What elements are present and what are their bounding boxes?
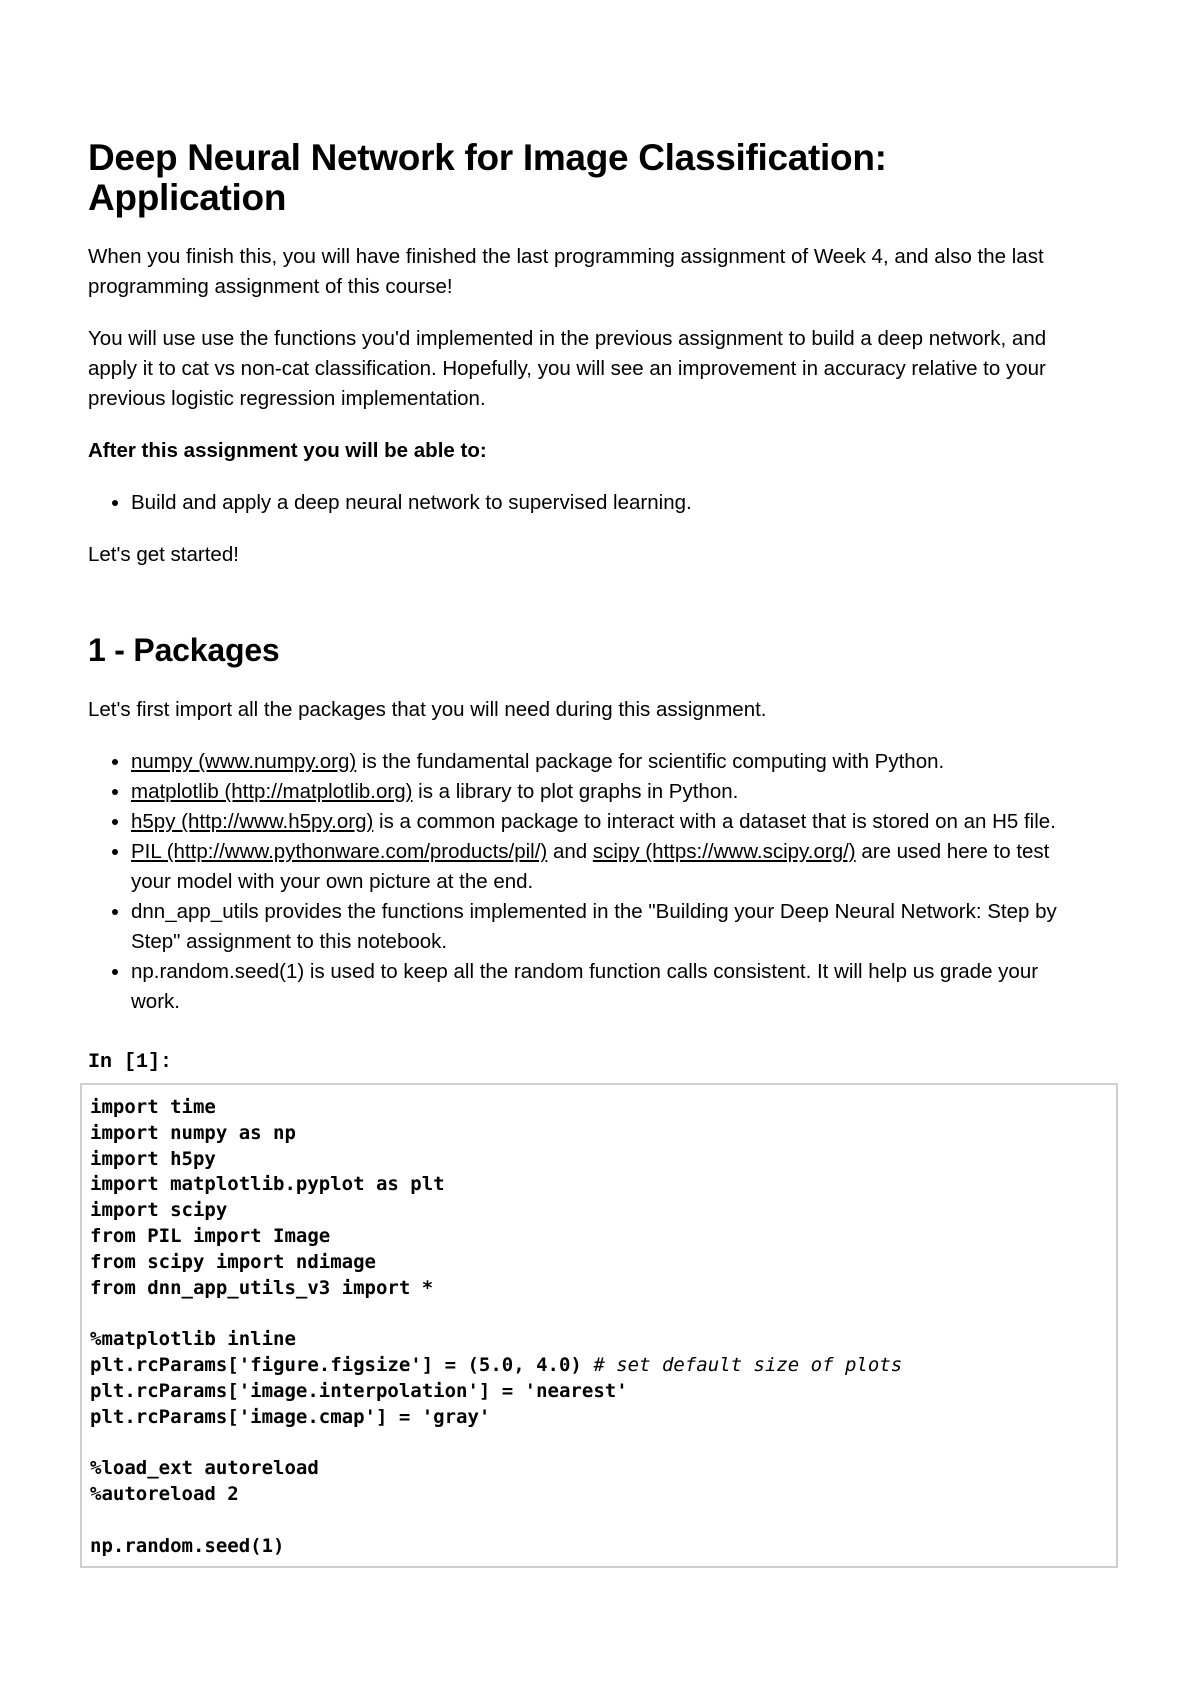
code-line-blank (90, 1508, 1108, 1534)
code-line: %matplotlib inline (90, 1328, 296, 1351)
package-description: are used here to test your model with your own picture at the end. (131, 840, 1050, 893)
package-description: is the fundamental package for scientific computing with Python. (356, 750, 945, 773)
code-line: from PIL import Image (90, 1224, 331, 1247)
page-title: Deep Neural Network for Image Classification: Application (88, 137, 887, 218)
notebook-page (88, 138, 1088, 1568)
package-item-numpy (131, 747, 1088, 777)
code-cell[interactable] (80, 1083, 1118, 1568)
goal-item: • Build and apply a deep neural network to supervised learning. (131, 488, 1088, 518)
code-line: from dnn_app_utils_v3 import * (90, 1276, 434, 1299)
package-description: is a library to plot graphs in Python. (412, 780, 739, 803)
h5py-link[interactable]: h5py (http://www.h5py.org) (131, 810, 374, 833)
matplotlib-link[interactable]: matplotlib (http://matplotlib.org) (131, 780, 413, 803)
intro-paragraph-2: You will use use the functions you'd implemented in the previous assignment to build a deep network, and apply it to cat vs non-cat classification. Hopefully, you will see an improvement in accuracy relative to your previous logistic regression implementation. (88, 327, 1047, 410)
code-line: plt.rcParams['image.cmap'] = 'gray' (90, 1405, 491, 1428)
code-line-blank (90, 1301, 1108, 1327)
package-item-h5py (131, 807, 1088, 837)
package-item-pil-scipy (131, 837, 1088, 897)
code-line: %autoreload 2 (90, 1482, 239, 1505)
code-line: plt.rcParams['image.interpolation'] = 'nearest' (90, 1379, 628, 1402)
section-heading-packages: 1 - Packages (88, 632, 280, 668)
package-description: is a common package to interact with a dataset that is stored on an H5 file. (373, 810, 1056, 833)
code-line: import matplotlib.pyplot as plt (90, 1173, 445, 1196)
goals-list (88, 488, 1088, 518)
package-item-matplotlib (131, 777, 1088, 807)
code-comment: # set default size of plots (593, 1353, 903, 1376)
package-item-random-seed: • np.random.seed(1) is used to keep all the random function calls consistent. It will help us grade your work. (131, 957, 1088, 1017)
pil-link[interactable]: PIL (http://www.pythonware.com/products/pil/) (131, 840, 548, 863)
code-line: np.random.seed(1) (90, 1534, 285, 1557)
code-line: import time (90, 1096, 216, 1118)
intro-paragraph-1: When you finish this, you will have finished the last programming assignment of Week 4, and also the last programming assignment of this course! (88, 245, 1044, 298)
code-line: from scipy import ndimage (90, 1250, 376, 1273)
code-line: %load_ext autoreload (90, 1457, 319, 1480)
package-connector: and (547, 840, 593, 863)
packages-list (88, 747, 1088, 1017)
code-text: plt.rcParams['figure.figsize'] = (5.0, 4.0) (90, 1353, 594, 1376)
package-item-dnn-app-utils: • dnn_app_utils provides the functions implemented in the "Building your Deep Neural Network: Step by Step" assignment to this notebook. (131, 897, 1088, 957)
code-line-with-comment (90, 1353, 1108, 1379)
start-text: Let's get started! (88, 543, 239, 566)
numpy-link[interactable]: numpy (www.numpy.org) (131, 750, 357, 773)
cell-input-prompt: In [1]: (88, 1051, 173, 1074)
code-line: import h5py (90, 1147, 216, 1170)
scipy-link[interactable]: scipy (https://www.scipy.org/) (592, 840, 856, 863)
goals-heading: After this assignment you will be able to: (88, 439, 487, 462)
code-line-blank (90, 1430, 1108, 1456)
packages-intro: Let's first import all the packages that you will need during this assignment. (88, 698, 767, 721)
code-line: import scipy (90, 1199, 228, 1222)
code-line: import numpy as np (90, 1121, 296, 1144)
